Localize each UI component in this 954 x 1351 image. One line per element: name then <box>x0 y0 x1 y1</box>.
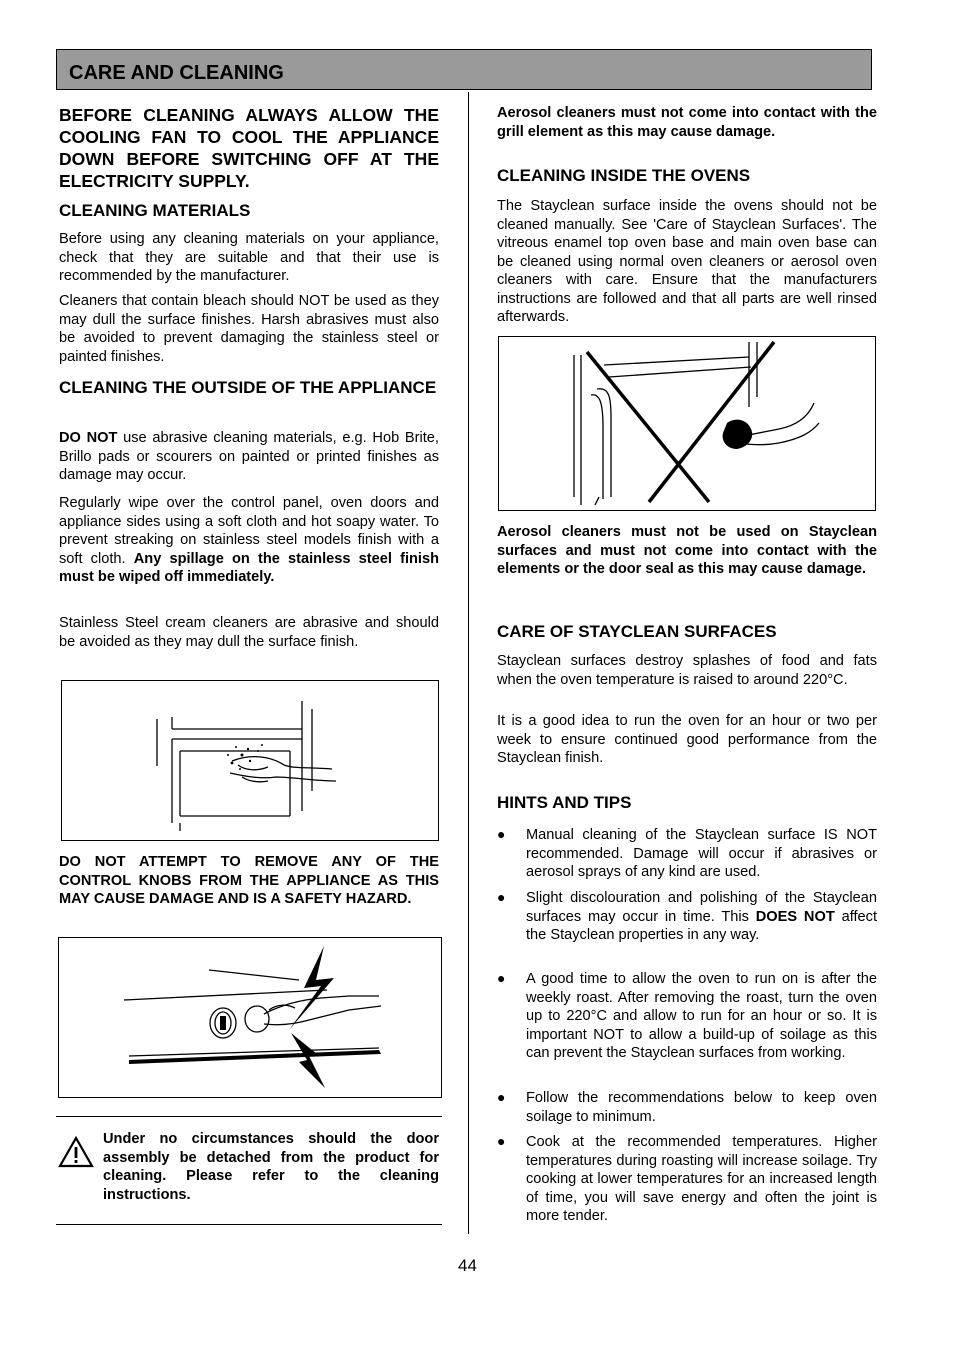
hint-text: Cook at the recommended temperatures. Higher temperatures during roasting will increase soilage. Try cooking at lower temperatures for an increased length of time, you will save energy and often the joint is more tender. <box>526 1134 877 1224</box>
page-title: CARE AND CLEANING <box>69 62 284 84</box>
hint-text: Follow the recommendations below to keep oven soilage to minimum. <box>526 1090 877 1125</box>
door-detach-warning: Under no circumstances should the door assembly be detached from the product for cleaning. Please refer to the cleaning instructions. <box>103 1131 439 1203</box>
hint-text-part: Slight discolouration and polishing of the Stayclean surfaces may occur in time. This <box>526 890 877 925</box>
bullet-icon: ● <box>497 1089 506 1105</box>
bullet-icon: ● <box>497 889 506 905</box>
spillage-emphasis: Any spillage on the stainless steel finish must be wiped off immediately. <box>59 550 439 585</box>
wiping-door-illustration <box>61 680 439 841</box>
control-knobs-warning: DO NOT ATTEMPT TO REMOVE ANY OF THE CONTROL KNOBS FROM THE APPLIANCE AS THIS MAY CAUSE DAMAGE AND IS A SAFETY HAZARD. <box>59 854 439 907</box>
no-manual-cleaning-illustration <box>498 336 876 511</box>
bullet-icon: ● <box>497 1133 506 1149</box>
outside-paragraph-1-text: use abrasive cleaning materials, e.g. Hob Brite, Brillo pads or scourers on painted or printed finishes as damage may occur. <box>59 430 439 483</box>
bullet-icon: ● <box>497 826 506 842</box>
do-not-emphasis: DO NOT <box>59 430 118 446</box>
cooling-warning-heading: BEFORE CLEANING ALWAYS ALLOW THE COOLING FAN TO COOL THE APPLIANCE DOWN BEFORE SWITCHING OFF AT THE ELECTRICITY SUPPLY. <box>59 105 439 191</box>
grill-aerosol-note: Aerosol cleaners must not come into contact with the grill element as this may cause damage. <box>497 105 877 140</box>
hint-text: Manual cleaning of the Stayclean surface IS NOT recommended. Damage will occur if abrasives or aerosol sprays of any kind are used. <box>526 827 877 880</box>
hints-tips-heading: HINTS AND TIPS <box>497 793 632 812</box>
warning-triangle-icon <box>58 1136 94 1168</box>
column-divider <box>468 92 469 1234</box>
care-paragraph-2: It is a good idea to run the oven for an hour or two per week to ensure continued good performance from the Stayclean finish. <box>497 713 877 766</box>
does-not-emphasis: DOES NOT <box>755 908 835 925</box>
page-number: 44 <box>458 1256 477 1275</box>
outside-paragraph-1 <box>59 429 439 485</box>
cleaning-inside-heading: CLEANING INSIDE THE OVENS <box>497 166 751 185</box>
inside-paragraph: The Stayclean surface inside the ovens should not be cleaned manually. See 'Care of Stayclean Surfaces'. The vitreous enamel top oven base and main oven base can be cleaned using normal oven cleaners or aerosol oven cleaners with care. Ensure that the manufacturers instructions are followed and that all parts are well rinsed afterwards. <box>497 198 877 325</box>
stayclean-aerosol-warning: Aerosol cleaners must not be used on Stayclean surfaces and must not come into contact with the elements or the door seal as this may cause damage. <box>497 524 877 577</box>
hint-text <box>526 889 877 945</box>
bullet-icon: ● <box>497 970 506 986</box>
control-knob-hazard-illustration <box>58 937 442 1098</box>
materials-paragraph-2: Cleaners that contain bleach should NOT be used as they may dull the surface finishes. Harsh abrasives must also be avoided to prevent damaging the stainless steel or painted finishes. <box>59 293 439 365</box>
cleaning-materials-heading: CLEANING MATERIALS <box>59 201 251 220</box>
materials-paragraph-1: Before using any cleaning materials on your appliance, check that they are suitable and that their use is recommended by the manufacturer. <box>59 231 439 284</box>
care-stayclean-heading: CARE OF STAYCLEAN SURFACES <box>497 622 777 641</box>
hint-text: A good time to allow the oven to run on is after the weekly roast. After removing the roast, turn the oven up to 220°C and allow to run for an hour or so. It is important NOT to allow a build-up of soilage as this can prevent the Stayclean surfaces from working. <box>526 971 877 1061</box>
outside-paragraph-3: Stainless Steel cream cleaners are abrasive and should be avoided as they may dull the surface finish. <box>59 615 439 650</box>
warning-top-rule <box>56 1116 442 1117</box>
cleaning-outside-heading: CLEANING THE OUTSIDE OF THE APPLIANCE <box>59 378 437 397</box>
outside-paragraph-2 <box>59 494 439 587</box>
section-title-bar <box>56 49 872 90</box>
outside-paragraph-2-text: Regularly wipe over the control panel, oven doors and appliance sides using a soft cloth and hot soapy water. To prevent streaking on stainless steel models finish with a soft cloth. <box>59 495 439 567</box>
care-paragraph-1: Stayclean surfaces destroy splashes of food and fats when the oven temperature is raised to around 220°C. <box>497 653 877 688</box>
hint-text-part: affect the Stayclean properties in any way. <box>526 908 878 943</box>
warning-bottom-rule <box>56 1224 442 1225</box>
